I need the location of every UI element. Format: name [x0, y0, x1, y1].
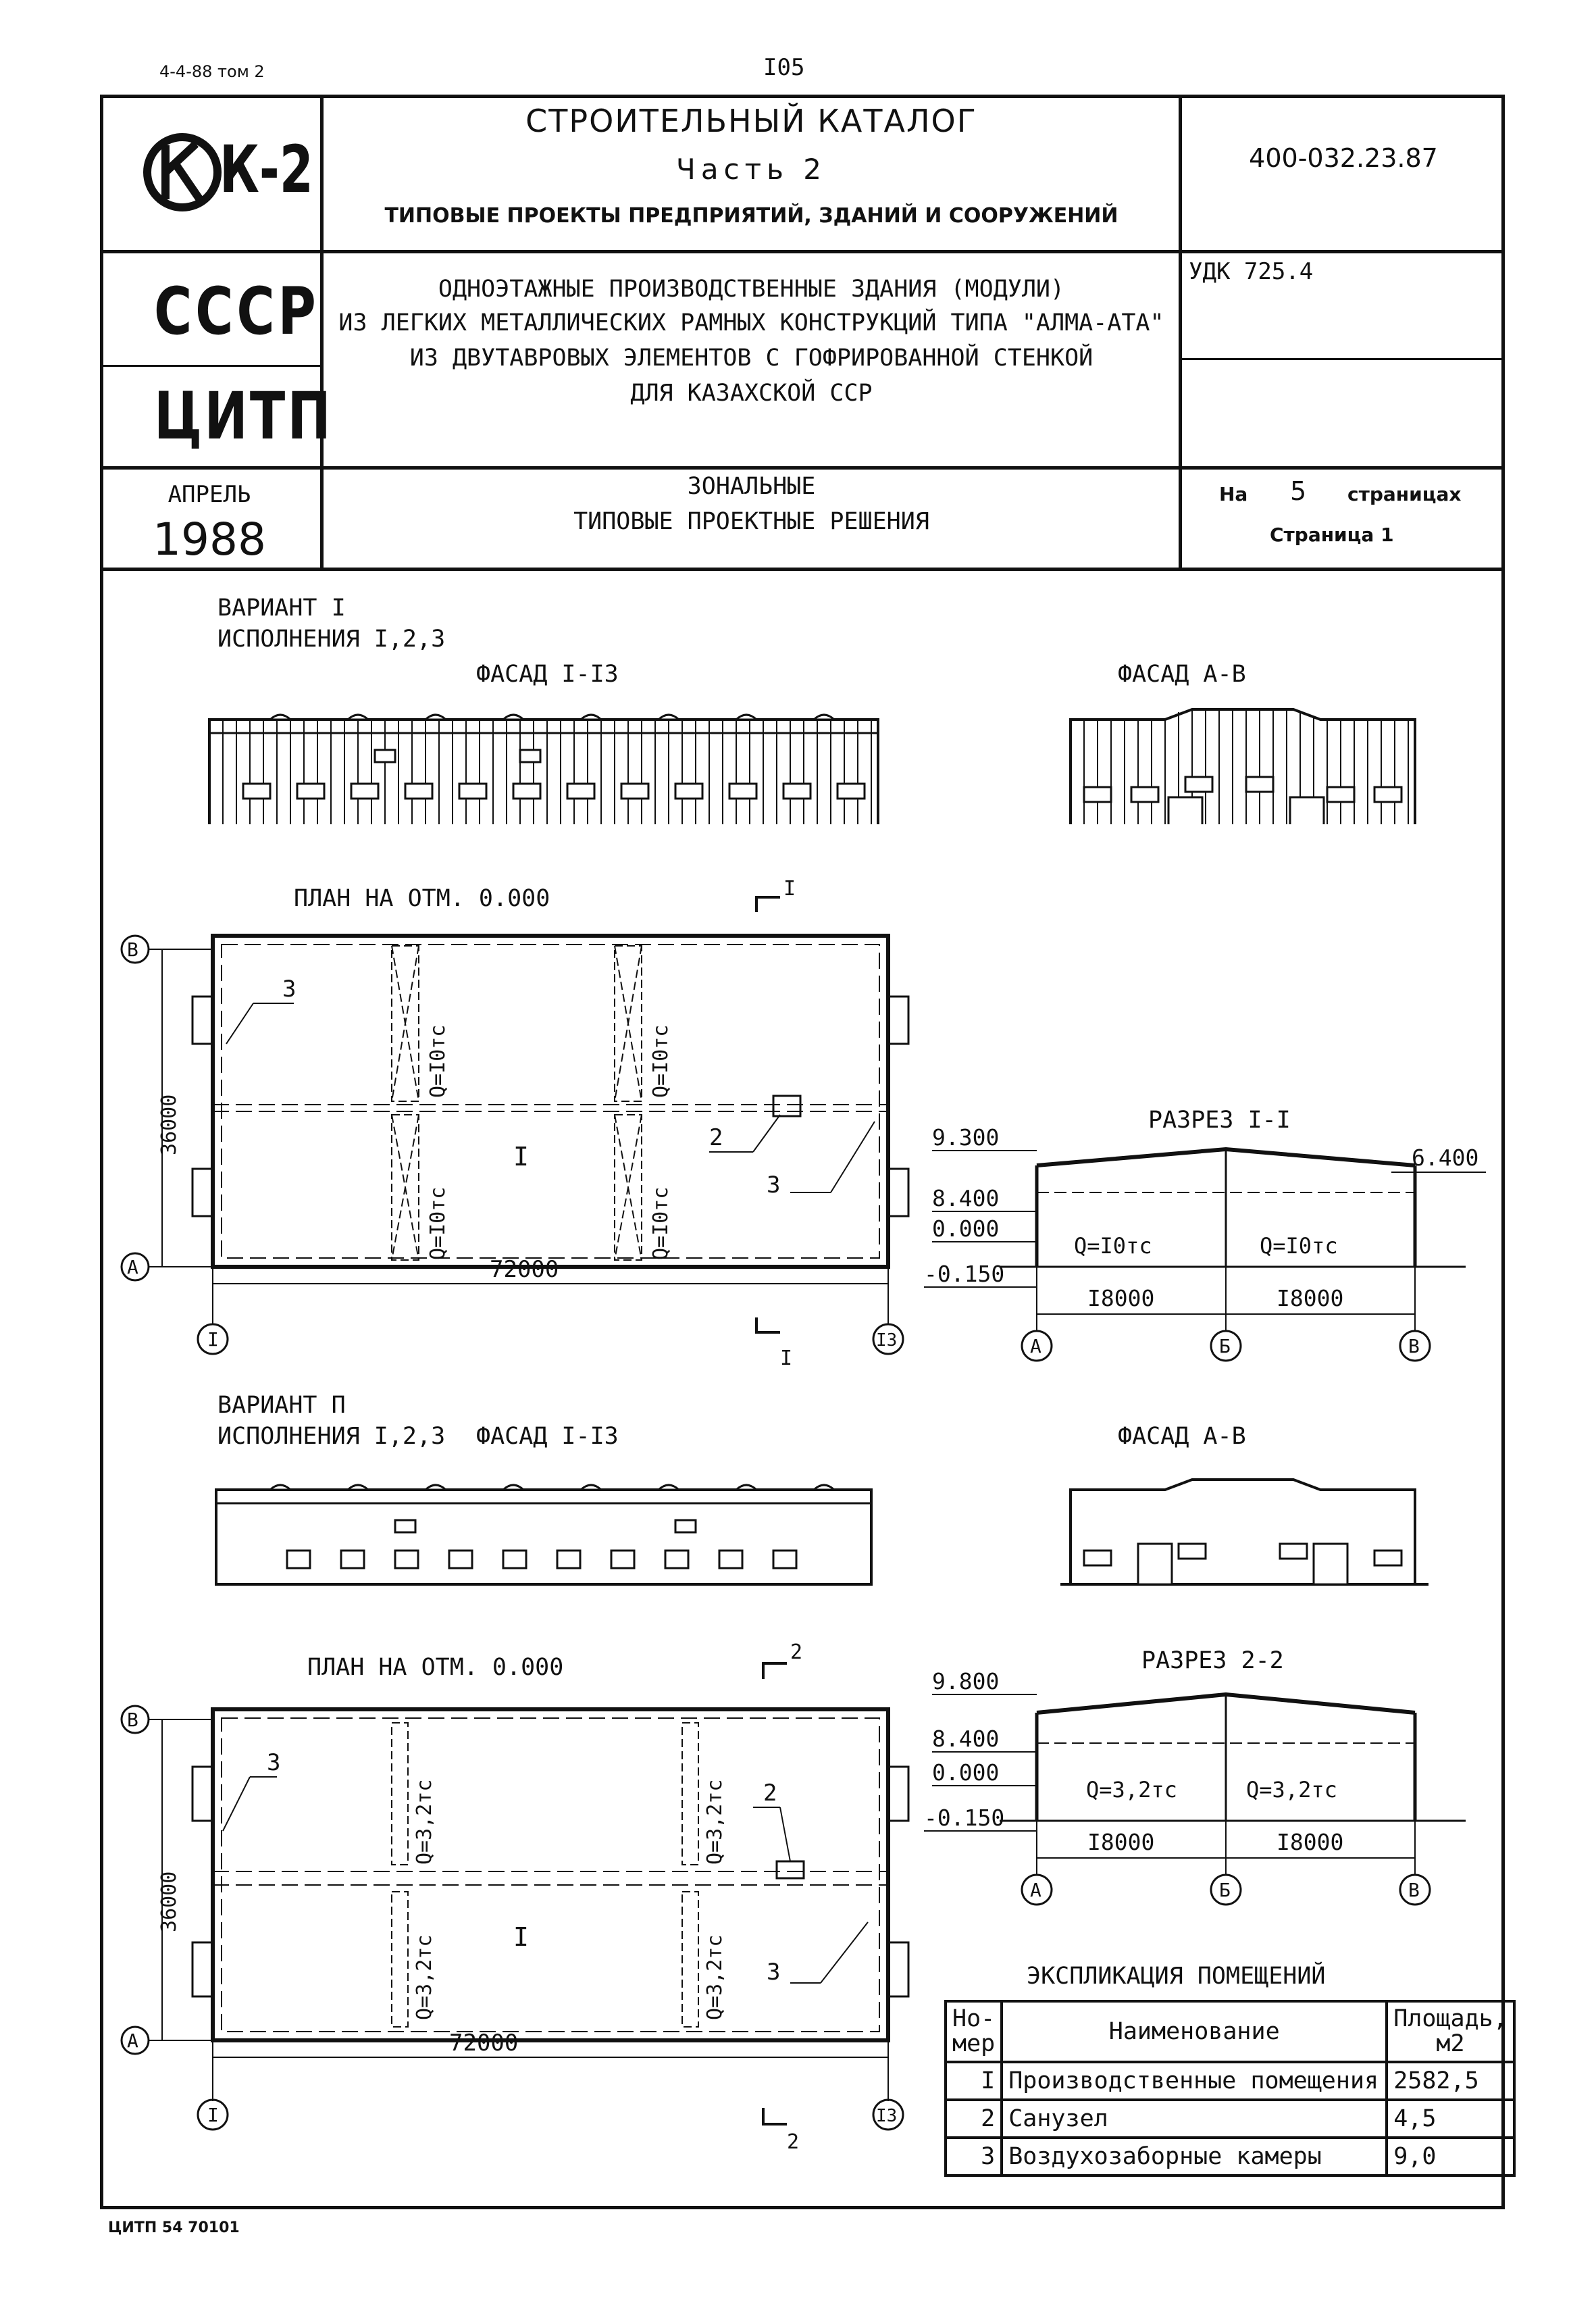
pages-prefix: На — [1219, 483, 1248, 505]
country-label: СССР — [154, 274, 319, 349]
description-line-1: ОДНОЭТАЖНЫЕ ПРОИЗВОДСТВЕННЫЕ ЗДАНИЯ (МОДУЛИ) — [438, 276, 1065, 303]
svg-text:8.400: 8.400 — [932, 1726, 1000, 1752]
page-number: I05 — [763, 54, 805, 81]
variant1-section-title: РАЗРЕЗ I-I — [1148, 1107, 1291, 1134]
variant1-facade-short — [1060, 696, 1439, 824]
svg-text:Q=3,2тс: Q=3,2тс — [703, 1779, 727, 1865]
variant2-facade-long — [203, 1466, 892, 1588]
explication-title: ЭКСПЛИКАЦИЯ ПОМЕЩЕНИЙ — [1027, 1963, 1326, 1990]
variant2-facade-short — [1060, 1466, 1439, 1588]
svg-text:0.000: 0.000 — [932, 1215, 1000, 1242]
svg-text:Q=I0тс: Q=I0тс — [649, 1186, 673, 1260]
svg-text:3: 3 — [282, 976, 297, 1003]
header-divider-left — [320, 95, 324, 571]
row-area: 2582,5 — [1387, 2062, 1514, 2100]
svg-text:36000: 36000 — [157, 1871, 181, 1932]
svg-text:Б: Б — [1219, 1879, 1231, 1901]
svg-text:В: В — [1408, 1335, 1420, 1357]
variant1-plan — [115, 878, 925, 1392]
svg-text:0.000: 0.000 — [932, 1759, 1000, 1786]
svg-text:I: I — [513, 1922, 529, 1952]
header-name: Наименование — [1002, 2001, 1387, 2062]
variant2-facade-long-title: ФАСАД I-I3 — [476, 1423, 619, 1450]
svg-text:В: В — [127, 1709, 138, 1731]
svg-text:9.300: 9.300 — [932, 1125, 1000, 1151]
svg-text:I8000: I8000 — [1087, 1285, 1155, 1311]
svg-text:А: А — [1030, 1335, 1041, 1357]
release-month: АПРЕЛЬ — [168, 481, 251, 508]
table-row — [946, 2062, 1514, 2100]
footer-stamp: ЦИТП 54 70101 — [108, 2219, 240, 2236]
document-code: 400-032.23.87 — [1249, 143, 1438, 173]
header-area: Площадь, м2 — [1387, 2001, 1514, 2062]
udk-code: УДК 725.4 — [1189, 258, 1314, 285]
org-label: ЦИТП — [154, 378, 333, 454]
svg-text:72000: 72000 — [490, 1256, 559, 1283]
series-label: 4-4-88 том 2 — [159, 62, 265, 81]
svg-text:2: 2 — [790, 1640, 803, 1664]
svg-text:Q=I0тс: Q=I0тс — [649, 1024, 673, 1098]
variant2-section — [919, 1669, 1493, 1919]
row-name: Воздухозаборные камеры — [1002, 2138, 1387, 2175]
page-label: Страница 1 — [1270, 524, 1394, 546]
svg-text:В: В — [127, 938, 138, 961]
zonal-line-2: ТИПОВЫЕ ПРОЕКТНЫЕ РЕШЕНИЯ — [573, 508, 929, 535]
svg-text:9.800: 9.800 — [932, 1669, 1000, 1694]
v1-section-mark-top: I — [783, 878, 796, 901]
svg-text:А: А — [127, 2030, 138, 2052]
svg-text:Q=3,2тс: Q=3,2тс — [703, 1934, 727, 2020]
svg-text:-0.150: -0.150 — [924, 1805, 1005, 1831]
table-header-row — [946, 2001, 1514, 2062]
release-year: 1988 — [153, 513, 266, 565]
variant1-section — [919, 1125, 1493, 1375]
svg-text:Q=3,2тс: Q=3,2тс — [1086, 1777, 1177, 1803]
svg-text:3: 3 — [767, 1172, 781, 1199]
table-row — [946, 2138, 1514, 2175]
zonal-line-1: ЗОНАЛЬНЫЕ — [687, 473, 816, 500]
row-area: 4,5 — [1387, 2100, 1514, 2138]
svg-text:I8000: I8000 — [1087, 1829, 1155, 1855]
row-name: Санузел — [1002, 2100, 1387, 2138]
svg-text:6.400: 6.400 — [1412, 1145, 1479, 1171]
description-line-3: ИЗ ДВУТАВРОВЫХ ЭЛЕМЕНТОВ С ГОФРИРОВАННОЙ СТЕНКОЙ — [409, 345, 1093, 372]
catalog-title: СТРОИТЕЛЬНЫЙ КАТАЛОГ — [525, 103, 977, 139]
svg-text:В: В — [1408, 1879, 1420, 1901]
variant2-section-title: РАЗРЕЗ 2-2 — [1141, 1647, 1284, 1674]
svg-text:Q=I0тс: Q=I0тс — [1260, 1233, 1338, 1259]
row-number: 3 — [946, 2138, 1002, 2175]
svg-text:I8000: I8000 — [1277, 1829, 1344, 1855]
svg-text:Q=3,2тс: Q=3,2тс — [413, 1934, 436, 2020]
pages-suffix: страницах — [1347, 483, 1462, 505]
svg-text:I: I — [513, 1142, 529, 1172]
svg-text:Q=I0тс: Q=I0тс — [1074, 1233, 1152, 1259]
svg-text:I: I — [207, 1328, 219, 1351]
svg-text:2: 2 — [709, 1124, 723, 1151]
svg-text:I8000: I8000 — [1277, 1285, 1344, 1311]
pages-count: 5 — [1290, 476, 1307, 506]
row-area: 9,0 — [1387, 2138, 1514, 2175]
row-name: Производственные помещения — [1002, 2062, 1387, 2100]
catalog-subtitle: ТИПОВЫЕ ПРОЕКТЫ ПРЕДПРИЯТИЙ, ЗДАНИЙ И СООРУЖЕНИЙ — [384, 204, 1118, 228]
variant1-title: ВАРИАНТ I — [217, 595, 346, 622]
header-left-split — [100, 365, 320, 367]
description-line-2: ИЗ ЛЕГКИХ МЕТАЛЛИЧЕСКИХ РАМНЫХ КОНСТРУКЦИЙ ТИПА "АЛМА-АТА" — [338, 309, 1164, 336]
svg-text:-0.150: -0.150 — [924, 1261, 1005, 1287]
variant1-facade-short-title: ФАСАД А-В — [1118, 661, 1246, 688]
variant1-plan-title: ПЛАН НА ОТМ. 0.000 — [294, 885, 550, 912]
svg-text:36000: 36000 — [157, 1094, 181, 1155]
catalog-part: Часть 2 — [676, 153, 827, 186]
logo-text: К-2 — [220, 132, 313, 207]
header-number: Но- мер — [946, 2001, 1002, 2062]
variant2-plan — [115, 1635, 925, 2148]
svg-text:I: I — [207, 2104, 219, 2126]
svg-text:А: А — [1030, 1879, 1041, 1901]
row-number: I — [946, 2062, 1002, 2100]
svg-text:3: 3 — [767, 1959, 781, 1986]
table-row — [946, 2100, 1514, 2138]
svg-text:2: 2 — [787, 2130, 800, 2148]
svg-text:I3: I3 — [876, 2106, 898, 2126]
svg-text:I3: I3 — [876, 1330, 898, 1351]
variant2-plan-title: ПЛАН НА ОТМ. 0.000 — [307, 1654, 564, 1681]
svg-text:72000: 72000 — [449, 2030, 519, 2057]
row-number: 2 — [946, 2100, 1002, 2138]
variant2-facade-short-title: ФАСАД А-В — [1118, 1423, 1246, 1450]
variant1-facade-long — [203, 696, 892, 824]
variant1-executions: ИСПОЛНЕНИЯ I,2,3 — [217, 626, 446, 653]
svg-text:Q=I0тс: Q=I0тс — [426, 1186, 450, 1260]
svg-text:8.400: 8.400 — [932, 1185, 1000, 1211]
variant2-executions: ИСПОЛНЕНИЯ I,2,3 — [217, 1423, 446, 1450]
description-line-4: ДЛЯ КАЗАХСКОЙ ССР — [630, 380, 873, 407]
svg-text:I: I — [780, 1347, 793, 1370]
svg-text:Q=3,2тс: Q=3,2тс — [1246, 1777, 1337, 1803]
variant2-title: ВАРИАНТ П — [217, 1392, 346, 1419]
catalog-logo — [138, 125, 313, 220]
header-row-line-3 — [100, 568, 1505, 571]
svg-text:А: А — [127, 1256, 138, 1278]
header-row-line-2 — [100, 466, 1505, 470]
svg-text:Q=I0тс: Q=I0тс — [426, 1024, 450, 1098]
header-row-line-1 — [100, 250, 1505, 253]
header-right-split — [1179, 358, 1505, 360]
variant1-facade-long-title: ФАСАД I-I3 — [476, 661, 619, 688]
svg-text:Б: Б — [1219, 1335, 1231, 1357]
svg-text:2: 2 — [763, 1780, 777, 1807]
svg-text:Q=3,2тс: Q=3,2тс — [413, 1779, 436, 1865]
svg-text:3: 3 — [267, 1749, 281, 1776]
explication-table — [944, 2000, 1516, 2177]
